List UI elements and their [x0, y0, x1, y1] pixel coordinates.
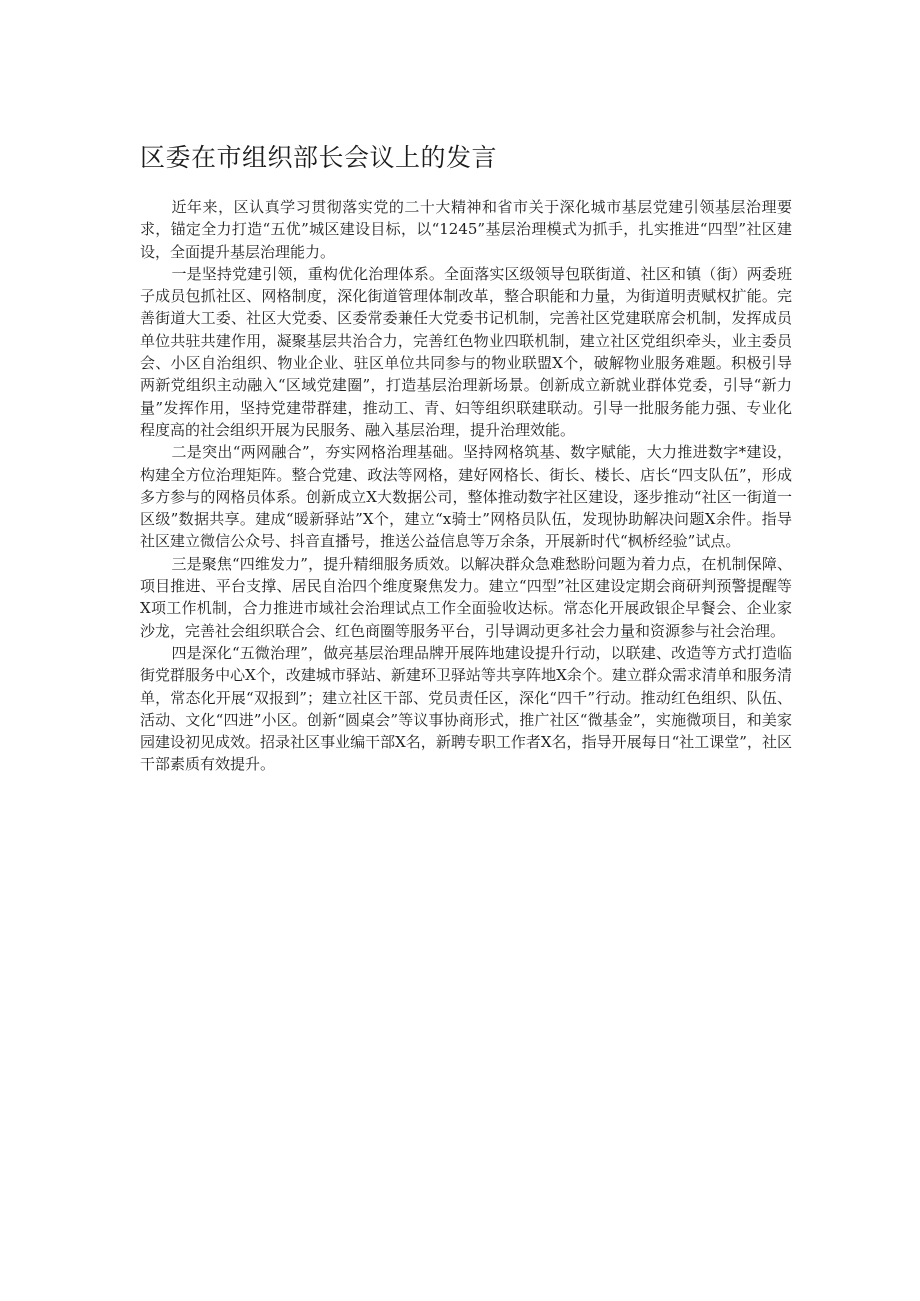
paragraph-point-one: 一是坚持党建引领，重构优化治理体系。全面落实区级领导包联街道、社区和镇（街）两委班子成员包抓社区、网格制度，深化街道管理体制改革，整合职能和力量，为街道明责赋权扩能。完善街道大工委、社区大党委、区委常委兼任大党委书记机制，完善社区党建联席会机制，发挥成员单位共驻共建作用，凝聚基层共治合力，完善红色物业四联机制，建立社区党组织牵头，业主委员会、小区自治组织、物业企业、驻区单位共同参与的物业联盟X个，破解物业服务难题。积极引导两新党组织主动融入“区域党建圈”，打造基层治理新场景。创新成立新就业群体党委，引导“新力量”发挥作用，坚持党建带群建，推动工、青、妇等组织联建联动。引导一批服务能力强、专业化程度高的社会组织开展为民服务、融入基层治理，提升治理效能。: [140, 264, 792, 439]
paragraph-point-three: 三是聚焦“四维发力”，提升精细服务质效。以解决群众急难愁盼问题为着力点，在机制保障、项目推进、平台支撑、居民自治四个维度聚焦发力。建立“四型”社区建设定期会商研判预警提醒等X项工作机制，合力推进市域社会治理试点工作全面验收达标。常态化开展政银企早餐会、企业家沙龙，完善社会组织联合会、红色商圈等服务平台，引导调动更多社会力量和资源参与社会治理。: [140, 554, 792, 640]
paragraph-intro: 近年来，区认真学习贯彻落实党的二十大精神和省市关于深化城市基层党建引领基层治理要求，锚定全力打造“五优”城区建设目标，以“1245”基层治理模式为抓手，扎实推进“四型”社区建设，全面提升基层治理能力。: [140, 198, 792, 261]
paragraph-point-two: 二是突出“两网融合”，夯实网格治理基础。坚持网格筑基、数字赋能，大力推进数字*建设，构建全方位治理矩阵。整合党建、政法等网格，建好网格长、街长、楼长、店长“四支队伍”，形成多方参与的网格员体系。创新成立X大数据公司，整体推动数字社区建设，逐步推动“社区一街道一区级”数据共享。建成“暖新驿站”X个，建立“x骑士”网格员队伍，发现协助解决问题X余件。指导社区建立微信公众号、抖音直播号，推送公益信息等万余条，开展新时代“枫桥经验”试点。: [140, 443, 792, 551]
paragraph-point-four: 四是深化“五微治理”，做亮基层治理品牌开展阵地建设提升行动，以联建、改造等方式打造临街党群服务中心X个，改建城市驿站、新建环卫驿站等共享阵地X余个。建立群众需求清单和服务清单，常态化开展“双报到”；建立社区干部、党员责任区，深化“四千”行动。推动红色组织、队伍、活动、文化“四进”小区。创新“圆桌会”等议事协商形式，推广社区“微基金”，实施微项目，和美家园建设初见成效。招录社区事业编干部X名，新聘专职工作者X名，指导开展每日“社工课堂”，社区干部素质有效提升。: [140, 643, 792, 774]
document-body: [140, 196, 792, 776]
document-title: 区委在市组织部长会议上的发言: [140, 143, 498, 172]
